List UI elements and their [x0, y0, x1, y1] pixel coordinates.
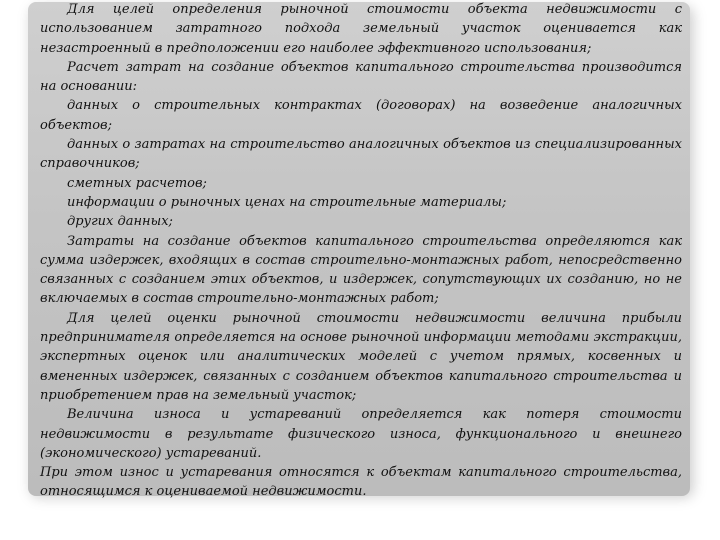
paragraph-depreciation: Величина износа и устареваний определяется как потеря стоимости недвижимости в результате физического износа, функционального и внешнего (экономического) устареваний.: [40, 407, 682, 461]
list-item-estimates: сметных расчетов;: [67, 175, 207, 191]
list-item-other-data: других данных;: [67, 214, 173, 230]
paragraph-cost-calculation-basis: Расчет затрат на создание объектов капитального строительства производится на основании:: [40, 59, 682, 95]
paragraph-construction-costs: Затраты на создание объектов капитального строительства определяются как сумма издержек, входящих в состав строительно-монтажных работ, непосредственно связанных с созданием этих объектов, и издержек, сопутствующих их созданию, но не включаемых в состав строительно-монтажных работ;: [40, 233, 682, 307]
list-item-market-prices: информации о рыночных ценах на строительные материалы;: [67, 194, 507, 210]
paragraph-entrepreneur-profit: Для целей оценки рыночной стоимости недвижимости величина прибыли предпринимателя определяется на основе рыночной информации методами экстракции, экспертных оценок или аналитических моделей с учетом прямых, косвенных и вмененных издержек, связанных с созданием объектов капитального строительства и приобретением прав на земельный участок;: [40, 310, 682, 403]
list-item-construction-contracts: данных о строительных контрактах (договорах) на возведение аналогичных объектов;: [40, 98, 682, 133]
paragraph-depreciation-scope: При этом износ и устаревания относятся к объектам капитального строительства, относящимся к оцениваемой недвижимости.: [40, 465, 682, 500]
paragraph-land-valuation: Для целей определения рыночной стоимости объекта недвижимости с использованием затратного подхода земельный участок оценивается как незастроенный в предположении его наиболее эффективного использования;: [40, 2, 682, 56]
body-text: [40, 0, 682, 502]
list-item-reference-books: данных о затратах на строительство аналогичных объектов из специализированных справочников;: [40, 137, 682, 172]
